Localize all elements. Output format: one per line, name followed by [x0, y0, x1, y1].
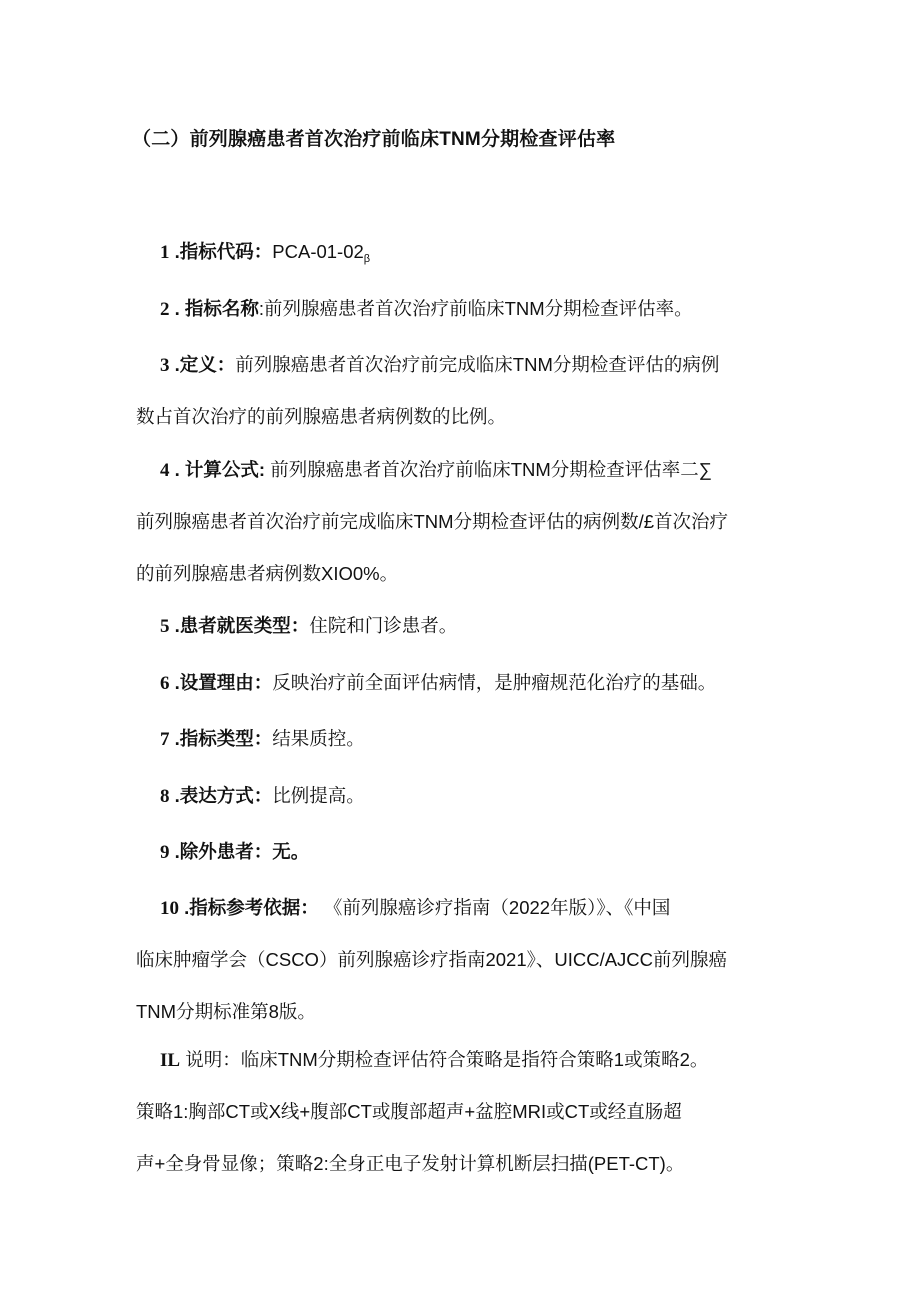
item-1-line-1 — [136, 226, 796, 278]
item-number: 7 — [160, 729, 170, 750]
item-4-line-1 — [136, 444, 796, 496]
item-text: :前列腺癌患者首次治疗前临床TNM分期检查评估率。 — [258, 298, 693, 319]
item-text: 前列腺癌患者首次治疗前临床TNM分期检查评估率二∑ — [265, 459, 712, 480]
item-9 — [136, 826, 796, 878]
item-10-line-3: TNM分期标准第8版。 — [136, 1001, 316, 1022]
item-number: 6 — [160, 673, 170, 694]
item-number: 4 — [160, 460, 170, 481]
item-3-line-1 — [136, 339, 796, 391]
item-4 — [136, 444, 796, 600]
note-line-3: 声+全身骨显像；策略2:全身正电子发射计算机断层扫描(PET-CT)。 — [136, 1153, 685, 1174]
item-label: . 指标名称 — [174, 298, 259, 319]
item-10 — [136, 882, 796, 1038]
item-label: .表达方式： — [174, 785, 273, 806]
item-label: .患者就医类型： — [174, 615, 310, 636]
item-10-line-2: 临床肿瘤学会（CSCO）前列腺癌诊疗指南2021》、UICC/AJCC前列腺癌 — [136, 949, 728, 970]
item-4-line-2: 前列腺癌患者首次治疗前完成临床TNM分期检查评估的病例数/£首次治疗 — [136, 511, 729, 532]
item-6 — [136, 657, 796, 709]
item-number: 5 — [160, 616, 170, 637]
item-number: 9 — [160, 842, 170, 863]
section-heading: （二）前列腺癌患者首次治疗前临床TNM分期检查评估率 — [132, 129, 616, 150]
item-text: 《前列腺癌诊疗指南（2022年版）》、《中国 — [318, 897, 671, 918]
item-text: 住院和门诊患者。 — [309, 615, 458, 636]
item-8 — [136, 770, 796, 822]
item-8-line-1 — [136, 770, 796, 822]
item-3-line-2: 数占首次治疗的前列腺癌患者病例数的比例。 — [136, 406, 507, 427]
item-label: .指标参考依据： — [184, 897, 319, 918]
note-text: 说明：临床TNM分期检查评估符合策略是指符合策略1或策略2。 — [180, 1049, 709, 1070]
item-label: .除外患者：无。 — [174, 841, 310, 862]
item-label: .定义： — [174, 354, 236, 375]
item-number: 10 — [160, 898, 179, 919]
item-text: 前列腺癌患者首次治疗前完成临床TNM分期检查评估的病例 — [235, 354, 720, 375]
item-label: . 计算公式: — [174, 459, 266, 480]
item-text: PCA-01-02 — [272, 241, 364, 262]
item-text: 结果质控。 — [272, 728, 365, 749]
item-label: .指标代码： — [174, 241, 273, 262]
item-5-line-1 — [136, 600, 796, 652]
item-3 — [136, 339, 796, 443]
item-4-line-3: 的前列腺癌患者病例数XIO0%。 — [136, 563, 399, 584]
item-2-line-1 — [136, 283, 796, 335]
item-7-line-1 — [136, 713, 796, 765]
note-line-1 — [136, 1034, 796, 1086]
note-section — [136, 1034, 796, 1190]
item-2 — [136, 283, 796, 335]
item-text: 比例提高。 — [272, 785, 365, 806]
item-6-line-1 — [136, 657, 796, 709]
item-7 — [136, 713, 796, 765]
item-9-line-1 — [136, 826, 796, 878]
item-5 — [136, 600, 796, 652]
item-number: 8 — [160, 786, 170, 807]
item-number: 1 — [160, 242, 170, 263]
item-label: .指标类型： — [174, 728, 273, 749]
item-10-line-1 — [136, 882, 796, 934]
item-1 — [136, 226, 796, 278]
item-text: 反映治疗前全面评估病情，是肿瘤规范化治疗的基础。 — [272, 672, 717, 693]
item-suffix: β — [363, 253, 371, 265]
item-number: 2 — [160, 299, 170, 320]
note-line-2: 策略1:胸部CT或X线+腹部CT或腹部超声+盆腔MRI或CT或经直肠超 — [136, 1101, 682, 1122]
note-number: IL — [160, 1050, 181, 1071]
item-label: .设置理由： — [174, 672, 273, 693]
item-number: 3 — [160, 355, 170, 376]
